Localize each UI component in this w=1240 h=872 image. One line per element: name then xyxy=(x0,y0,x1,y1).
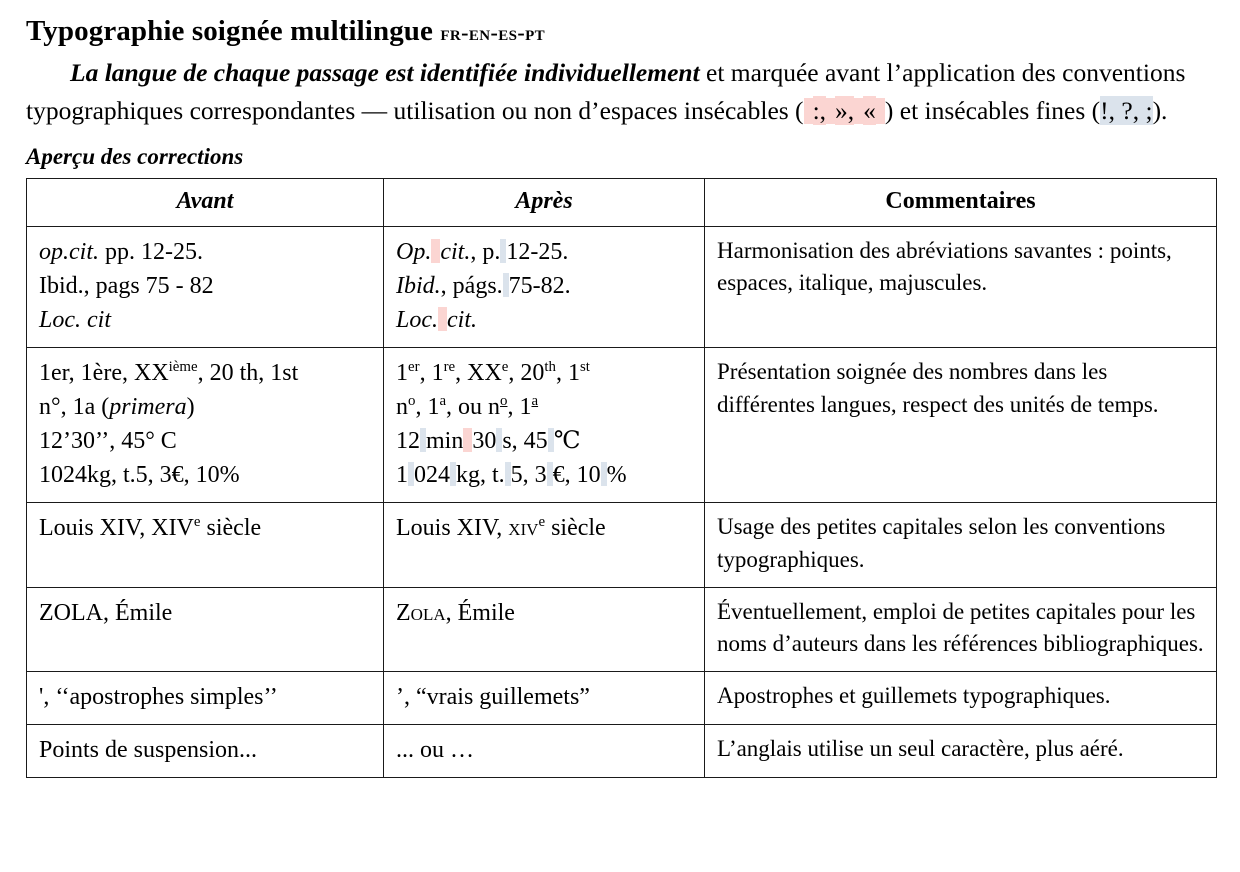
avant-line: 12’30’’, 45° C xyxy=(39,428,177,455)
column-header-apres: Après xyxy=(384,178,705,226)
intro-nbsp-sample-3: « xyxy=(863,95,876,125)
cell-apres xyxy=(384,587,705,671)
table-row xyxy=(27,226,1217,347)
intro-nbsp-sample-2: », xyxy=(835,95,855,125)
avant-line: n°, 1a (primera) xyxy=(39,394,195,420)
cell-commentaire: Apostrophes et guillemets typographiques. xyxy=(705,671,1217,724)
cell-commentaire: Éventuellement, emploi de petites capitales pour les noms d’auteurs dans les références bibliographiques. xyxy=(705,587,1217,671)
intro-paragraph xyxy=(26,54,1186,129)
table-row xyxy=(27,671,1217,724)
apres-line: Ibid., págs. 75-82. xyxy=(396,272,571,299)
thin-space-marker xyxy=(548,428,554,452)
table-row xyxy=(27,503,1217,587)
cell-commentaire: Présentation soignée des nombres dans les différentes langues, respect des unités de temps. xyxy=(705,347,1217,502)
thin-space-marker xyxy=(503,273,509,297)
avant-line: Ibid., pags 75 - 82 xyxy=(39,272,214,299)
intro-lead: La langue de chaque passage est identifiée individuellement xyxy=(70,58,700,88)
cell-avant xyxy=(27,503,384,587)
nbsp-marker xyxy=(876,98,885,124)
nbsp-marker xyxy=(826,98,835,124)
cell-apres xyxy=(384,226,705,347)
thin-space-marker xyxy=(420,428,426,452)
intro-thin-space-sample: !, ?, ; xyxy=(1100,95,1153,125)
avant-line: ZOLA, Émile xyxy=(39,599,173,626)
cell-avant xyxy=(27,226,384,347)
thin-space-marker xyxy=(500,239,506,263)
section-title: Aperçu des corrections xyxy=(26,143,244,169)
thin-space-marker xyxy=(450,462,456,486)
avant-line: Loc. cit xyxy=(39,306,111,333)
cell-avant: Points de suspension... xyxy=(27,724,384,777)
intro-rest-2: ) et insécables fines ( xyxy=(884,95,1101,125)
apres-line: Loc. cit. xyxy=(396,306,477,333)
cell-apres xyxy=(384,503,705,587)
page-title-text: Typographie soignée multilingue xyxy=(26,15,433,47)
page-title xyxy=(26,14,1216,48)
column-header-commentaires: Commentaires xyxy=(705,178,1217,226)
cell-apres: ... ou … xyxy=(384,724,705,777)
apres-line: $n^o$, 1$^a$, ou $n^o$, 1$^a$ xyxy=(396,393,539,420)
apres-line: Louis XIV, xiv$^e$ siècle xyxy=(396,514,606,542)
apres-line: Op. cit., p. 12-25. xyxy=(396,238,569,265)
thin-space-marker xyxy=(496,428,502,452)
cell-commentaire: Harmonisation des abréviations savantes : points, espaces, italique, majuscules. xyxy=(705,226,1217,347)
intro-nbsp-sample-1: :, xyxy=(812,95,827,125)
thin-space-marker xyxy=(505,462,511,486)
thin-space-marker xyxy=(408,462,414,486)
table-row xyxy=(27,587,1217,671)
cell-apres: ’, “vrais guillemets” xyxy=(384,671,705,724)
cell-avant xyxy=(27,347,384,502)
apres-line: 1er, 1re, XXe, 20th, 1st xyxy=(396,358,590,386)
avant-line: 1er, 1ère, XXième, 20 th, 1st xyxy=(39,358,299,386)
corrections-table xyxy=(26,178,1217,778)
apres-line: Zola, Émile xyxy=(396,599,515,626)
nbsp-marker xyxy=(804,98,813,124)
nbsp-marker xyxy=(438,307,447,331)
intro-rest-1: et marquée avant l’application des conventions typographiques correspondantes — utilisation ou non d’espaces insécables ( xyxy=(26,58,1186,125)
avant-line: Louis XIV, XIVe siècle xyxy=(39,514,262,542)
apres-line: 12 min 30 s, 45 ℃ xyxy=(396,428,581,455)
nbsp-marker xyxy=(431,239,440,263)
avant-line: op.cit. pp. 12-25. xyxy=(39,238,203,265)
column-header-avant: Avant xyxy=(27,178,384,226)
page-title-languages: fr-en-es-pt xyxy=(440,20,546,45)
thin-space-marker xyxy=(547,462,553,486)
intro-rest-3: ). xyxy=(1152,95,1168,125)
cell-commentaire: Usage des petites capitales selon les conventions typographiques. xyxy=(705,503,1217,587)
nbsp-marker xyxy=(463,428,472,452)
cell-avant: ', ‘‘apostrophes simples’’ xyxy=(27,671,384,724)
thin-space-marker xyxy=(601,462,607,486)
nbsp-marker xyxy=(854,98,863,124)
avant-line: 1024kg, t.5, 3€, 10% xyxy=(39,462,240,489)
cell-commentaire: L’anglais utilise un seul caractère, plus aéré. xyxy=(705,724,1217,777)
table-header-row xyxy=(27,178,1217,226)
apres-line: 1 024 kg, t. 5, 3 €, 10 % xyxy=(396,462,627,489)
table-row xyxy=(27,724,1217,777)
cell-apres xyxy=(384,347,705,502)
table-row xyxy=(27,347,1217,502)
cell-avant xyxy=(27,587,384,671)
